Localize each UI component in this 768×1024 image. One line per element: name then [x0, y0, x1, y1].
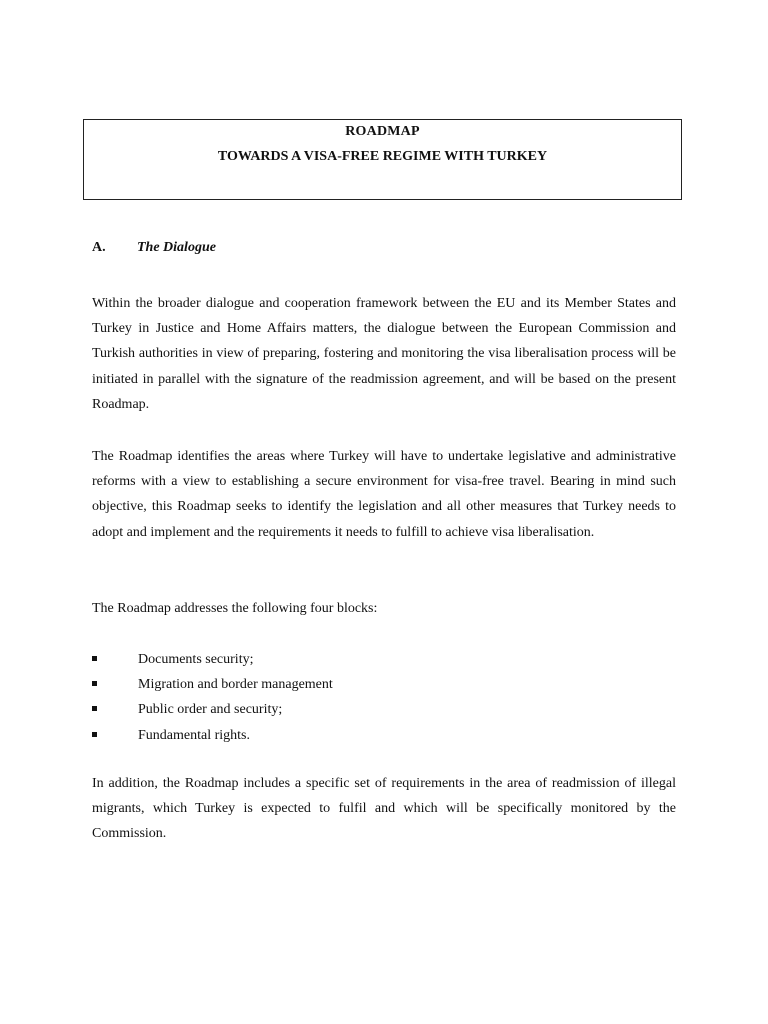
bullet-square-icon	[92, 681, 97, 686]
section-title: The Dialogue	[137, 240, 216, 255]
document-title: ROADMAP	[345, 124, 420, 139]
list-item-text: Public order and security;	[138, 702, 283, 718]
paragraph-intro: Within the broader dialogue and cooperation framework between the EU and its Member States and Turkey in Justice and Home Affairs matters, the dialogue between the European Commission and Turkish authorities in view of preparing, fostering and monitoring the visa liberalisation process will be initiated in parallel with the signature of the readmission agreement, and will be based on the present Roadmap.	[92, 296, 676, 412]
bullet-square-icon	[92, 656, 97, 661]
paragraph-readmission: In addition, the Roadmap includes a specific set of requirements in the area of readmission of illegal migrants, which Turkey is expected to fulfil and which will be specifically monitored by the Commission.	[92, 776, 676, 842]
paragraph-reforms: The Roadmap identifies the areas where Turkey will have to undertake legislative and administrative reforms with a view to establishing a secure environment for visa-free travel. Bearing in mind such objective, this Roadmap seeks to identify the legislation and all other measures that Turkey needs to adopt and implement and the requirements it needs to fulfill to achieve visa liberalisation.	[92, 449, 676, 540]
list-item-text: Fundamental rights.	[138, 727, 250, 743]
list-item-text: Documents security;	[138, 652, 254, 667]
bullet-square-icon	[92, 706, 97, 711]
bullet-square-icon	[92, 732, 97, 737]
document-subtitle: TOWARDS A VISA-FREE REGIME WITH TURKEY	[217, 149, 548, 164]
paragraph-blocks-intro: The Roadmap addresses the following four blocks:	[92, 601, 378, 616]
title-box	[83, 119, 682, 200]
section-letter: A.	[92, 240, 106, 255]
section-heading	[92, 240, 216, 256]
list-item-text: Migration and border management	[138, 677, 333, 693]
